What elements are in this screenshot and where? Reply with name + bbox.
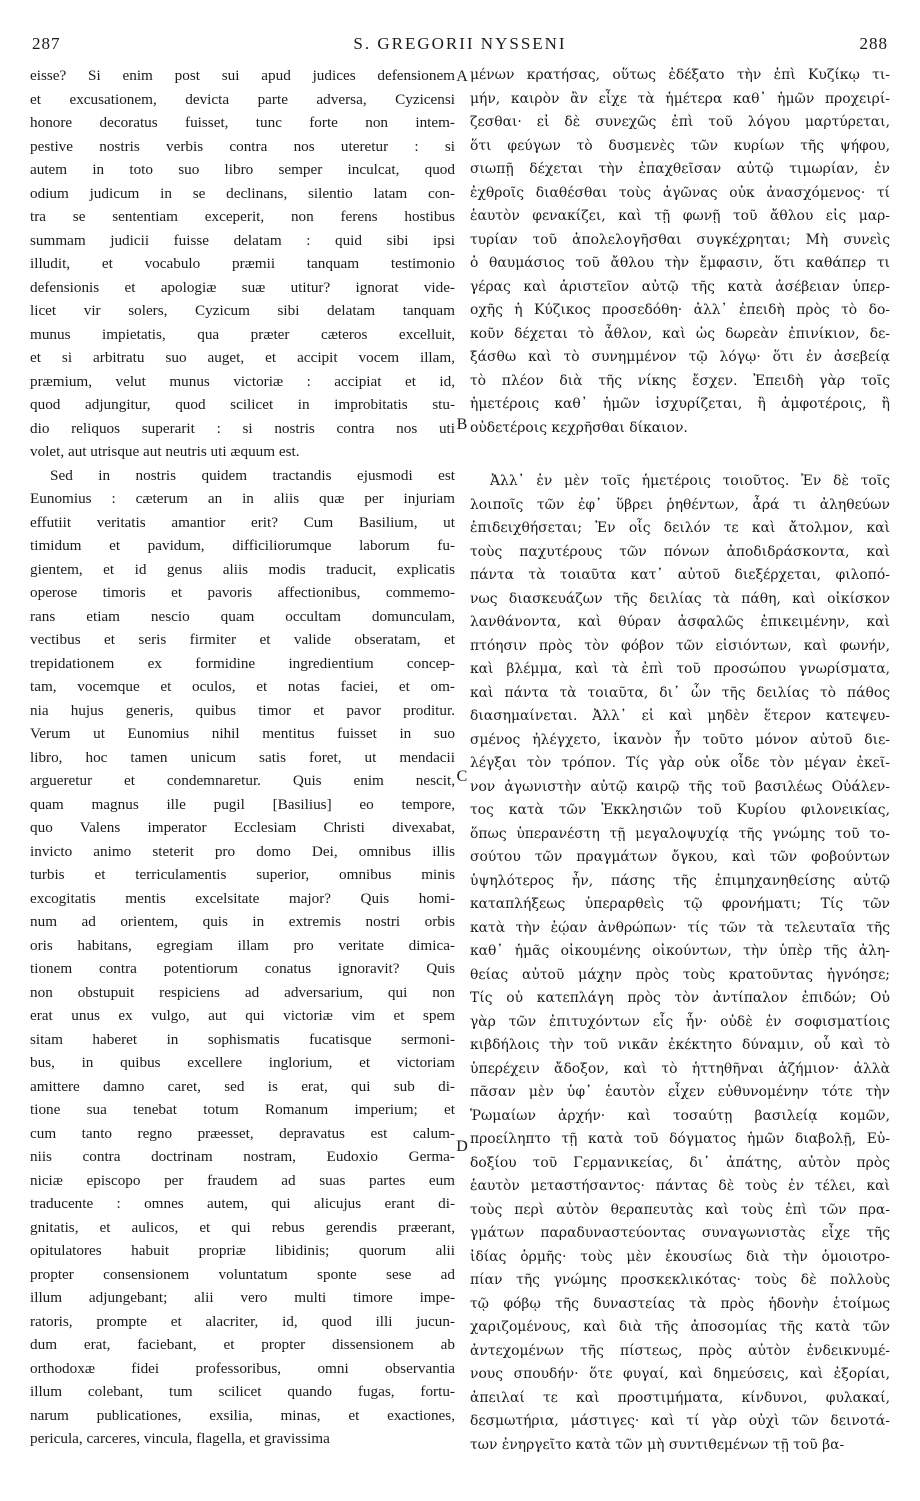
text-line: pericula, carceres, vincula, flagella, et gravissima — [30, 1430, 330, 1447]
text-line: summam judicii fuisse delatam : quid sibi ipsi — [30, 231, 455, 249]
text-line: ὅτι φεύγων τὸ δυσμενὲς τῶν κυρίων τῆς ψήφου, — [470, 137, 890, 154]
text-line: præmium, velut munus victoriæ : accipiat et id, — [30, 372, 455, 390]
text-line: bus, in quibus excellere inglorium, et victoriam — [30, 1054, 455, 1071]
text-line: λοιποῖς τῶν ἐφ᾽ ὕβρει ῥηθέντων, ἆρά τι ἀληθεύων — [470, 496, 890, 513]
text-line: ἐχθροῖς διαθέσθαι τοὺς ἀγῶνας οὐκ ἀνασχόμενος· τί — [470, 184, 890, 201]
text-line: volet, aut utrisque aut neutris uti æquum est. — [30, 443, 300, 460]
text-line: gnitatis, et aulicos, et qui rebus gerendis præerant, — [30, 1218, 455, 1236]
text-line: licet vir solers, Cyzicum sibi delatam tanquam — [30, 302, 455, 319]
text-line: κιβδήλοις τὴν τοῦ νικᾶν ἐκέκτητο δύναμιν, οὗ καὶ τὸ — [470, 1037, 890, 1053]
text-line: Eunomius : cæterum an in aliis quæ per injuriam — [30, 490, 455, 507]
text-line: τὸ πλέον διὰ τῆς νίκης ἔσχεν. Ἐπειδὴ γὰρ τοῖς — [470, 372, 890, 389]
text-line: γὰρ τῶν ἐπιτυχόντων εἷς ἦν· οὐδὲ ἐν σοφισματίοις — [470, 1013, 890, 1030]
text-line: effutiit veritatis amantior erit? Cum Basilium, ut — [30, 513, 455, 531]
text-line: libro, hoc tamen unicum satis foret, ut mendacii — [30, 748, 455, 766]
text-line: δεσμωτήρια, μάστιγες· καὶ τί γὰρ οὐχὶ τῶν δεινοτά- — [470, 1413, 890, 1429]
text-line: munus impietatis, qua præter cæteros excelluit, — [30, 325, 455, 343]
text-line: illudit, et vocabulo præmii tanquam testimonio — [30, 255, 455, 272]
text-line: honore decoratus fuisset, tunc forte non intem- — [30, 114, 455, 131]
text-line: τοὺς παχυτέρους τῶν πόνων ἀποδιδράσκοντα, καὶ — [470, 543, 890, 560]
text-line: turbis et terriculamentis superior, omnibus minis — [30, 866, 455, 883]
text-line: ἀπειλαί τε καὶ προστιμήματα, κίνδυνοι, φυλακαί, — [470, 1389, 890, 1406]
text-line: καταπλήξεως ὑπεραρθεὶς τῷ φρονήματι; Τίς τῶν — [470, 896, 890, 912]
text-line: oris habitans, egregiam illam pro veritate dimica- — [30, 936, 455, 954]
page-number-left: 287 — [32, 34, 61, 53]
text-line: illum colebant, tum scilicet quando fugas, fortu- — [30, 1383, 455, 1400]
text-line: καὶ πάντα τὰ τοιαῦτα, δι᾽ ὧν τῆς δειλίας τὸ πάθος — [470, 684, 890, 701]
text-line: των ἐνηργεῖτο κατὰ τῶν μὴ συντιθεμένων τῇ τοῦ βα- — [470, 1436, 845, 1453]
text-line: quam magnus ille pugil [Basilius] eo tempore, — [30, 795, 455, 813]
text-line: vectibus et seris firmiter et valide obseratam, et — [30, 631, 455, 648]
text-line: πᾶσαν μὲν ὑφ᾽ ἑαυτὸν εἶχεν εὐθυνομένην τότε τὴν — [470, 1084, 890, 1100]
text-line: orthodoxæ fidei professoribus, omni observantia — [30, 1359, 455, 1377]
text-line: quod adjungitur, quod scilicet in improbitatis stu- — [30, 396, 455, 413]
text-line: trepidationem ex formidine ingredientium concep- — [30, 654, 455, 672]
text-line: tionem contra potentiorum conatus ignoravit? Quis — [30, 960, 455, 977]
text-line: ἑαυτὸν μεταστήσαντος· πάντας δὲ τοὺς ἐν τέλει, καὶ — [470, 1178, 890, 1194]
text-line: traducente : omnes autem, qui alicujus erant di- — [30, 1195, 455, 1212]
text-line: ζεσθαι· εἰ δὲ συνεχῶς ἐπὶ τοῦ λόγου μαρτύρεται, — [470, 114, 890, 130]
text-line: νως διασκευάζων τῆς δειλίας τὰ πάθη, καὶ οἰκίσκον — [470, 590, 890, 607]
text-line: πάντα τὰ τοιαῦτα κατ᾽ αὐτοῦ διεξέρχεται, φιλοπό- — [470, 567, 890, 583]
text-line: καθ᾽ ἡμᾶς οἰκουμένης οἰκούντων, τὴν ὑπὲρ τῆς ἀλη- — [470, 943, 890, 959]
text-line: τοὺς περὶ αὐτὸν θεραπευτὰς καὶ τοὺς ἐπὶ τῶν πρα- — [470, 1201, 890, 1218]
text-line: nia hujus generis, quibus timor et pavor proditur. — [30, 701, 455, 719]
text-line: dio reliquos superarit : si nostris contra nos uti — [30, 419, 455, 437]
text-line: ἐπιδειχθήσεται; Ἐν οἷς δειλόν τε καὶ ἄτολμον, καὶ — [470, 520, 890, 536]
page-header — [0, 34, 920, 58]
text-line: νους σπουδήν· ὅτε φυγαί, καὶ δημεύσεις, καὶ ἐξορίαι, — [470, 1366, 890, 1382]
text-line: ὁ θαυμάσιος τοῦ ἄθλου τὴν ἔμφασιν, ὅτι καθάπερ τι — [470, 255, 890, 271]
text-line: non obstupuit respiciens ad adversarium, qui non — [30, 983, 455, 1001]
text-line: ὅπως ὑπερανέστη τῇ μεγαλοψυχίᾳ τῆς γνώμης τοῦ το- — [470, 825, 890, 842]
text-line: argueretur et condemnaretur. Quis enim nescit, — [30, 772, 455, 789]
text-line: λέγξαι τὸν τρόπον. Τίς γὰρ οὐκ οἶδε τὸν μέγαν ἐκεῖ- — [470, 755, 890, 771]
text-line: autem in toto suo libro semper inculcat, quod — [30, 161, 455, 178]
text-line: ἰδίας ὁρμῆς· τοὺς μὲν ἑκουσίως διὰ τὴν ὁμοιοτρο- — [470, 1248, 890, 1265]
text-line: τυρίαν τοῦ ἀπολελογῆσθαι συγκέχρηται; Μὴ συνεὶς — [470, 231, 890, 248]
greek-column — [470, 64, 890, 1457]
text-line: ὑψηλότερος ἦν, πάσης τῆς ἐπιμηχανηθείσης αὐτῷ — [470, 872, 890, 889]
latin-column — [30, 64, 455, 1451]
margin-marker-a: A — [456, 68, 468, 85]
text-line: rans etiam nescio quam occultam domunculam, — [30, 607, 455, 625]
text-line: σμένος ἠλέγχετο, ἱκανὸν ἦν τοῦτο μόνον αὐτοῦ διε- — [470, 731, 890, 748]
text-line: προείληπτο τῇ κατὰ τοῦ δόγματος ἡμῶν διαβολῇ, Εὐ- — [470, 1131, 890, 1147]
text-line: cum tanto regno præesset, depravatus est calum- — [30, 1124, 455, 1142]
text-line: θείας αὐτοῦ μάχην πρὸς τοὺς κρατοῦντας ἠγνόησε; — [470, 966, 890, 983]
text-line: γέρας καὶ ἀριστεῖον αὐτῷ τῆς κατὰ ἀσέβειαν ὑπερ- — [470, 278, 890, 295]
text-line: tra se sententiam exceperit, non ferens hostibus — [30, 208, 455, 225]
text-line: timidum et pavidum, difficiliorumque laborum fu- — [30, 537, 455, 554]
text-line: Sed in nostris quidem tractandis ejusmodi est — [50, 466, 455, 484]
text-line: defensionis et apologiæ suæ utitur? ignorat vide- — [30, 278, 455, 296]
text-line: σιωπῇ δέχεται τὴν ἐπαχθεῖσαν αὐτῷ τιμωρίαν, ἐν — [470, 161, 890, 177]
text-line: μήν, καιρὸν ἂν εἶχε τὰ ἡμέτερα καθ᾽ ἡμῶν προχειρί- — [470, 90, 890, 107]
text-line: δοξίου τοῦ Γερμανικείας, δι᾽ ἀπάτης, αὐτὸν πρὸς — [470, 1154, 890, 1171]
text-line: ὑπερέχειν ἄδοξον, καὶ τὸ ἡττηθῆναι ἀζήμιον· ἀλλὰ — [470, 1060, 890, 1077]
text-line: amittere damno caret, sed is erat, qui sub di- — [30, 1077, 455, 1095]
text-line: num ad orientem, quis in extremis nostri orbis — [30, 913, 455, 930]
text-line: σούτου τῶν πραγμάτων ὄγκου, καὶ τῶν φοβούντων — [470, 849, 890, 865]
margin-marker-b: B — [456, 416, 468, 433]
text-line: κατὰ τὴν ἑῴαν ἀνθρώπων· τίς τῶν τὰ τελευταῖα τῆς — [470, 919, 890, 936]
text-line: οὐδετέροις κεχρῆσθαι δίκαιον. — [470, 419, 688, 436]
text-line: Ἀλλ᾽ ἐν μὲν τοῖς ἡμετέροις τοιοῦτος. Ἐν δὲ τοῖς — [490, 473, 890, 489]
text-line: τος κατὰ τῶν Ἐκκλησιῶν τοῦ Κυρίου φιλονεικίας, — [470, 802, 890, 818]
text-line: gientem, et id genus aliis modis traducit, explicatis — [30, 560, 455, 578]
running-head: S. GREGORII NYSSENI — [353, 34, 567, 53]
text-line: narum publicationes, exsilia, minas, et exactiones, — [30, 1406, 455, 1424]
margin-marker-d: D — [456, 1138, 468, 1155]
text-line: propter consensionem voluntatum sponte sese ad — [30, 1265, 455, 1283]
text-line: pestive nostris verbis contra nos uteretur : si — [30, 137, 455, 155]
text-line: λανθάνοντα, καὶ θύραν ἀσφαλῶς ἐπικειμένην, καὶ — [470, 614, 890, 630]
text-line: Ῥωμαίων ἀρχήν· καὶ τοσαύτῃ βασιλείᾳ κομῶν, — [470, 1107, 890, 1124]
text-line: πτόησιν πρὸς τὸν φόβον τῶν εἰσιόντων, καὶ φωνήν, — [470, 637, 890, 654]
text-line: τῷ φόβῳ τῆς δυναστείας τὰ πρὸς ἡδονὴν ἑτοίμως — [470, 1295, 890, 1312]
margin-marker-c: C — [456, 768, 468, 785]
text-line: sitam haberet in sophismatis fucatisque sermoni- — [30, 1030, 455, 1048]
page-number-right: 288 — [859, 34, 888, 53]
text-line: et excusationem, devicta parte adversa, Cyzicensi — [30, 90, 455, 108]
text-line: οχῆς ἡ Κύζικος προσεδόθη· ἀλλ᾽ ἐπειδὴ πρὸς τὸ δο- — [470, 302, 890, 318]
text-line: quo Valens imperator Ecclesiam Christi divexabat, — [30, 819, 455, 836]
text-line: ἀντεχομένων τῆς πίστεως, πρὸς αὐτὸν ἐνδεικνυμέ- — [470, 1342, 890, 1359]
text-line: tione sua tenebat totum Romanum imperium; et — [30, 1101, 455, 1118]
text-line: erat unus ex vulgo, aut qui victoriæ vim et spem — [30, 1007, 455, 1024]
text-line: νον ἀγωνιστὴν αὐτῷ καιρῷ τῆς τοῦ βασιλέως Οὐάλεν- — [470, 778, 890, 795]
text-line: niis contra doctrinam nostram, Eudoxio Germa- — [30, 1148, 455, 1165]
text-line: excogitatis mentis excelsitate major? Quis homi- — [30, 889, 455, 907]
text-line: χαριζομένους, καὶ διὰ τῆς ἀποσομίας τῆς κατὰ τῶν — [470, 1319, 890, 1335]
text-line: opitulatores habuit propriæ libidinis; quorum alii — [30, 1242, 455, 1259]
text-line: Τίς οὐ κατεπλάγη πρὸς τὸν ἀντίπαλον ἐπιδών; Οὐ — [470, 990, 890, 1006]
text-line: odium judicum in se declinans, silentio latam con- — [30, 184, 455, 202]
text-line: et si arbitratu suo auget, et accipit vocem illam, — [30, 349, 455, 366]
text-line: ἡμετέροις καθ᾽ ἡμῶν ἰσχυρίζεται, ἢ ἀμφοτέροις, ἢ — [470, 396, 890, 412]
text-line: ξάσθω καὶ τὸ συνημμένον τῷ λόγῳ· ὅτι ἐν ἀσεβείᾳ — [470, 349, 890, 365]
text-line: dum erat, faciebant, et propter dissensionem ab — [30, 1336, 455, 1353]
text-line: Verum ut Eunomius nihil mentitus fuisset in suo — [30, 725, 455, 742]
text-line: eisse? Si enim post sui apud judices defensionem — [30, 67, 455, 84]
text-line: operose timoris et pavoris affectionibus, commemo- — [30, 584, 455, 601]
text-line: πίαν τῆς γνώμης προσκεκλικότας· τοὺς δὲ πολλοὺς — [470, 1272, 890, 1288]
text-line: γμάτων παραδυναστεύοντας συναγωνιστὰς εἶχε τῆς — [470, 1225, 890, 1241]
text-line: διασημαίνεται. Ἀλλ᾽ εἰ καὶ μηδὲν ἕτερον κατεψευ- — [470, 708, 890, 724]
text-line: κοῦν δέχεται τὸ ἆθλον, καὶ ὡς δωρεὰν ἐπινίκιον, δε- — [470, 325, 890, 342]
text-line: ratoris, prompte et alacriter, id, quod illi jucun- — [30, 1312, 455, 1330]
text-line: ἑαυτὸν φενακίζει, καὶ τῇ φωνῇ τοῦ ἄθλου εἰς μαρ- — [470, 208, 890, 224]
text-line: μένων κρατήσας, οὕτως ἐδέξατο τὴν ἐπὶ Κυζίκῳ τι- — [470, 67, 890, 83]
text-line: illum adjungebant; alii vero multi timore impe- — [30, 1289, 455, 1306]
paragraph-gap — [470, 440, 890, 470]
text-line: καὶ βλέμμα, καὶ τὰ ἐπὶ τοῦ προσώπου γνωρίσματα, — [470, 661, 890, 677]
text-line: invicto animo steterit pro domo Dei, omnibus illis — [30, 842, 455, 860]
text-line: niciæ episcopo per fraudem ad suas partes eum — [30, 1171, 455, 1189]
text-line: tam, vocemque et oculos, et notas faciei, et om- — [30, 678, 455, 695]
